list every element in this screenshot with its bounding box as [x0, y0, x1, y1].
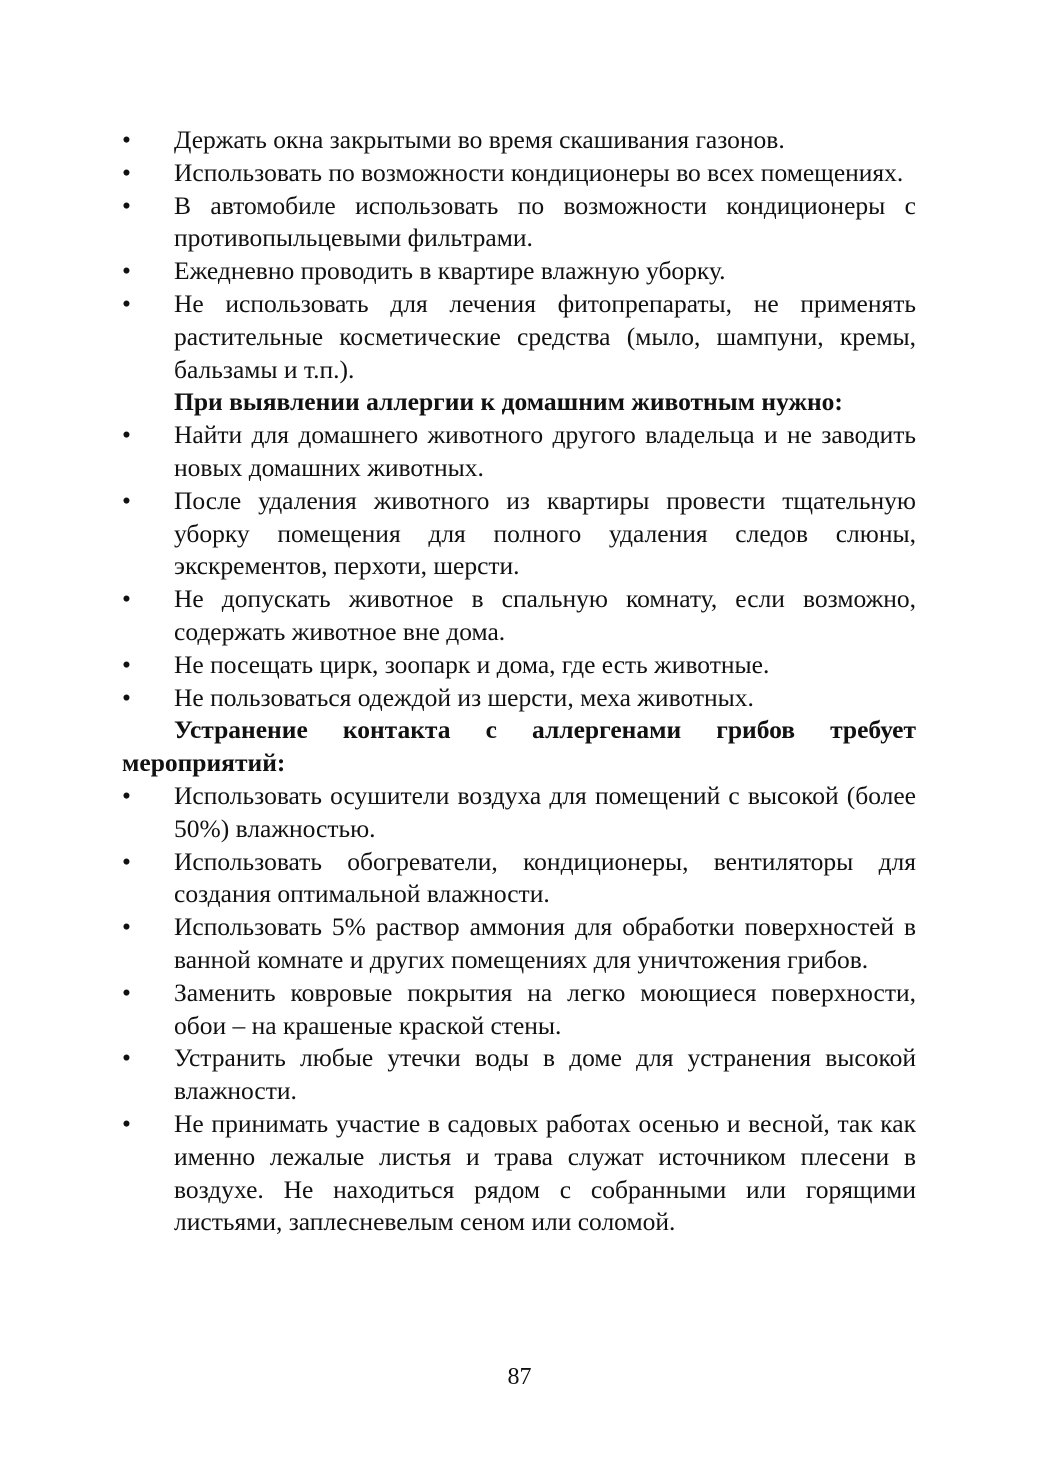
bullet-icon: • — [122, 1108, 131, 1138]
page-content — [122, 124, 916, 1239]
list-item — [122, 157, 916, 190]
list-item — [122, 682, 916, 715]
bullet-icon: • — [122, 125, 131, 154]
list-item-text: Не посещать цирк, зоопарк и дома, где есть животные. — [174, 649, 770, 679]
list-item-text: Заменить ковровые покрытия на легко моющиеся поверхности, обои – на крашеные краской стены. — [174, 977, 916, 1040]
list-item-text: Держать окна закрытыми во время скашивания газонов. — [174, 125, 785, 154]
list-item — [122, 583, 916, 649]
section-heading: Устранение контакта с аллергенами грибов требует мероприятий: — [122, 715, 916, 778]
list-item-text: Использовать осушители воздуха для помещений с высокой (более 50%) влажностью. — [174, 780, 916, 843]
bullet-icon: • — [122, 256, 131, 286]
bullet-icon: • — [122, 1043, 131, 1073]
list-item — [122, 485, 916, 583]
list-item-text: Найти для домашнего животного другого владельца и не заводить новых домашних животных. — [174, 420, 916, 482]
list-item-text: Использовать 5% раствор аммония для обработки поверхностей в ванной комнате и других помещениях для уничтожения грибов. — [174, 912, 916, 974]
bullet-icon: • — [122, 420, 131, 450]
list-item-text: Не пользоваться одеждой из шерсти, меха животных. — [174, 682, 754, 712]
bullet-icon: • — [122, 288, 131, 318]
list-item — [122, 846, 916, 912]
list-item — [122, 780, 916, 846]
bullet-icon: • — [122, 682, 131, 712]
list-item-text: Использовать по возможности кондиционеры во всех помещениях. — [174, 157, 904, 187]
list-item-text: Использовать обогреватели, кондиционеры, вентиляторы для создания оптимальной влажности. — [174, 846, 916, 909]
bullet-icon: • — [122, 485, 131, 515]
list-item — [122, 255, 916, 288]
bullet-icon: • — [122, 649, 131, 679]
list-item — [122, 977, 916, 1043]
list-item-text: Устранить любые утечки воды в доме для устранения высокой влажности. — [174, 1043, 916, 1106]
list-item-text: Не использовать для лечения фитопрепараты, не применять растительные косметические средства (мыло, шампуни, кремы, бальзамы и т.п.). — [174, 288, 916, 384]
bullet-icon: • — [122, 584, 131, 614]
list-item — [122, 911, 916, 977]
bullet-icon: • — [122, 780, 131, 810]
list-item — [122, 1108, 916, 1239]
list-item-text: Ежедневно проводить в квартире влажную уборку. — [174, 256, 726, 286]
list-item-text: После удаления животного из квартиры провести тщательную уборку помещения для полного удаления следов слюны, экскрементов, перхоти, шерсти. — [174, 485, 916, 581]
page-number: 87 — [507, 1364, 532, 1390]
list-item-text: В автомобиле использовать по возможности кондиционеры с противопыльцевыми фильтрами. — [174, 190, 916, 253]
bullet-icon: • — [122, 912, 131, 942]
bullet-icon: • — [122, 157, 131, 187]
list-item — [122, 1042, 916, 1108]
bullet-icon: • — [122, 846, 131, 876]
list-item-text: Не принимать участие в садовых работах осенью и весной, так как именно лежалые листья и трава служат источником плесени в воздухе. Не находиться рядом с собранными или горящими листьями, заплесневелым сеном или соломой. — [174, 1108, 916, 1237]
list-item — [122, 288, 916, 386]
list-item-text: Не допускать животное в спальную комнату, если возможно, содержать животное вне дома. — [174, 584, 916, 646]
list-item — [122, 649, 916, 682]
list-item — [122, 419, 916, 485]
bullet-icon: • — [122, 977, 131, 1007]
list-item — [122, 124, 916, 157]
section-heading: При выявлении аллергии к домашним животным нужно: — [174, 387, 843, 417]
list-item — [122, 190, 916, 256]
bullet-icon: • — [122, 190, 131, 220]
